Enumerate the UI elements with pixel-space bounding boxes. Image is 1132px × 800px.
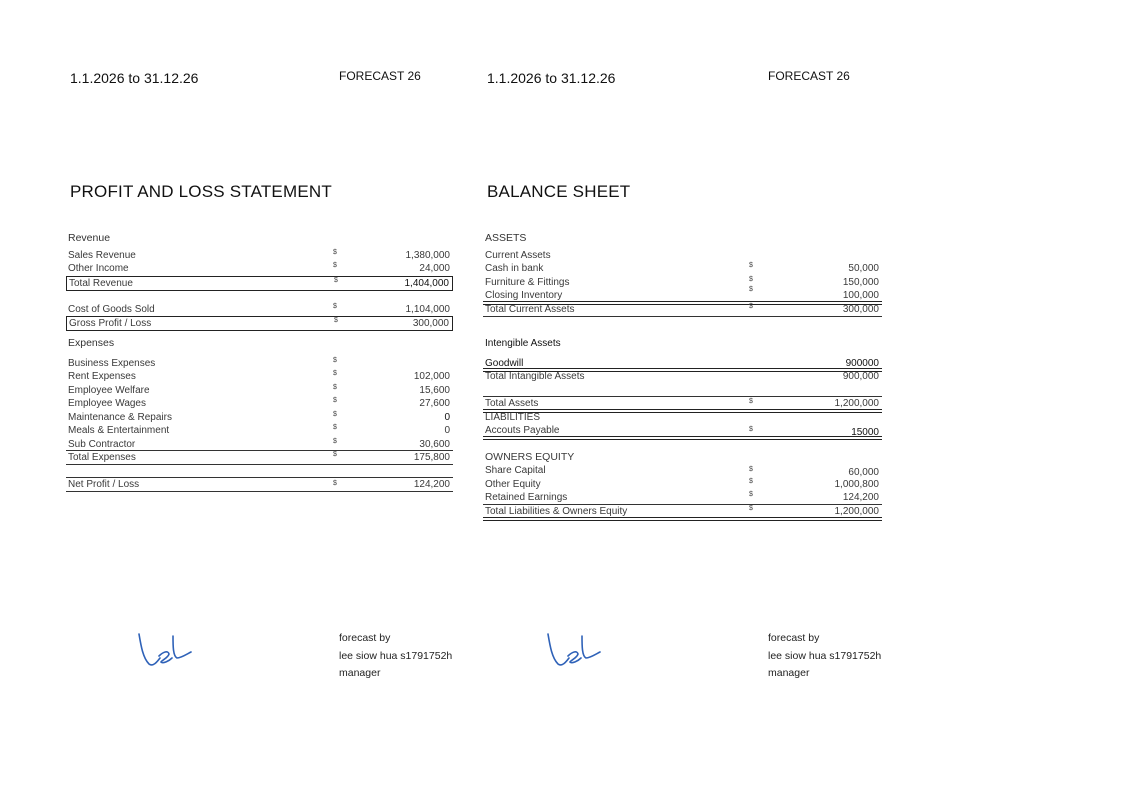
row-label: Employee Welfare [68, 385, 150, 396]
signature-right-line1: forecast by [768, 632, 820, 644]
row-label: Accouts Payable [485, 425, 560, 436]
table-row [483, 478, 882, 491]
row-value: 1,200,000 [834, 398, 879, 409]
double-rule [483, 517, 882, 521]
table-row [66, 397, 453, 410]
row-value: 1,104,000 [405, 304, 450, 315]
row-label: Closing Inventory [485, 290, 563, 301]
row-label: OWNERS EQUITY [485, 451, 575, 463]
row-label: LIABILITIES [485, 412, 541, 423]
currency-symbol: $ [334, 317, 338, 324]
total-revenue-row [66, 276, 453, 291]
row-label: Total Current Assets [485, 304, 575, 315]
currency-symbol: $ [749, 303, 753, 310]
currency-symbol: $ [333, 303, 337, 310]
currency-symbol: $ [333, 384, 337, 391]
bs-assets-heading: ASSETS [485, 232, 527, 244]
row-label: Share Capital [485, 465, 546, 476]
row-label: Other Income [68, 263, 129, 274]
divider [66, 464, 453, 465]
row-label: Total Intangible Assets [485, 371, 585, 382]
table-row [66, 357, 453, 370]
signature-left [135, 628, 197, 670]
table-row [483, 464, 882, 477]
row-value: 27,600 [419, 398, 450, 409]
table-row [66, 424, 453, 437]
row-value: 1,200,000 [834, 506, 879, 517]
table-row [483, 262, 882, 275]
currency-symbol: $ [749, 276, 753, 283]
currency-symbol: $ [333, 249, 337, 256]
table-row [66, 370, 453, 383]
row-value: 30,600 [419, 439, 450, 450]
currency-symbol: $ [334, 277, 338, 284]
row-value: 60,000 [848, 467, 879, 478]
currency-symbol: $ [333, 451, 337, 458]
row-label: Total Liabilities & Owners Equity [485, 506, 628, 517]
currency-symbol: $ [749, 262, 753, 269]
row-label: Business Expenses [68, 358, 156, 369]
row-label: Other Equity [485, 479, 541, 490]
row-value: 0 [444, 412, 450, 423]
table-row [66, 303, 453, 316]
currency-symbol: $ [333, 411, 337, 418]
row-label: Gross Profit / Loss [69, 318, 152, 329]
divider [483, 316, 882, 317]
pnl-revenue-heading: Revenue [68, 232, 111, 244]
current-assets-heading [483, 249, 882, 262]
forecast-label-right: FORECAST 26 [768, 69, 850, 83]
row-value: 1,000,800 [834, 479, 879, 490]
table-row [66, 262, 453, 275]
owners-equity-heading [483, 451, 882, 464]
row-label: Employee Wages [68, 398, 146, 409]
currency-symbol: $ [749, 286, 753, 293]
row-label: Rent Expenses [68, 371, 136, 382]
row-label: Net Profit / Loss [68, 479, 140, 490]
divider [66, 491, 453, 492]
row-value: 100,000 [842, 290, 879, 301]
currency-symbol: $ [749, 426, 753, 433]
double-rule [483, 436, 882, 440]
net-profit-row [66, 478, 453, 491]
currency-symbol: $ [333, 438, 337, 445]
table-row [483, 276, 882, 289]
currency-symbol: $ [333, 397, 337, 404]
row-value: 300,000 [842, 304, 879, 315]
pnl-expenses-heading: Expenses [68, 337, 115, 349]
currency-symbol: $ [333, 424, 337, 431]
row-label: Sales Revenue [68, 250, 136, 261]
liabilities-heading [483, 411, 882, 424]
currency-symbol: $ [333, 357, 337, 364]
row-label: Intengible Assets [485, 338, 561, 349]
row-value: 15,600 [419, 385, 450, 396]
row-value: 1,404,000 [404, 278, 449, 289]
signature-right-line3: manager [768, 667, 810, 679]
signature-left-line3: manager [339, 667, 381, 679]
currency-symbol: $ [749, 505, 753, 512]
row-value: 50,000 [848, 263, 879, 274]
row-label: Current Assets [485, 250, 551, 261]
signature-left-line1: forecast by [339, 632, 391, 644]
table-row [483, 491, 882, 504]
row-label: Retained Earnings [485, 492, 568, 503]
row-value: 1,380,000 [405, 250, 450, 261]
table-row [66, 249, 453, 262]
pnl-title: PROFIT AND LOSS STATEMENT [70, 182, 332, 201]
signature-right [544, 628, 606, 670]
row-value: 175,800 [413, 452, 450, 463]
bs-title: BALANCE SHEET [487, 182, 631, 201]
total-intangible-row [483, 370, 882, 383]
currency-symbol: $ [749, 398, 753, 405]
row-label: Cash in bank [485, 263, 544, 274]
gross-profit-row [66, 316, 453, 331]
row-value: 15000 [851, 427, 879, 438]
intangible-heading [483, 337, 882, 350]
row-value: 0 [444, 425, 450, 436]
row-value: 124,200 [842, 492, 879, 503]
table-row [66, 384, 453, 397]
forecast-label-left: FORECAST 26 [339, 69, 421, 83]
currency-symbol: $ [749, 478, 753, 485]
signature-right-line2: lee siow hua s1791752h [768, 650, 882, 662]
row-label: Maintenance & Repairs [68, 412, 172, 423]
currency-symbol: $ [749, 491, 753, 498]
row-label: Cost of Goods Sold [68, 304, 155, 315]
row-label: Total Revenue [69, 278, 133, 289]
total-current-assets-row [483, 303, 882, 316]
row-value: 150,000 [842, 277, 879, 288]
period-left: 1.1.2026 to 31.12.26 [70, 70, 199, 86]
row-value: 24,000 [419, 263, 450, 274]
row-value: 900000 [845, 358, 879, 369]
row-label: Furniture & Fittings [485, 277, 570, 288]
row-label: Total Assets [485, 398, 539, 409]
row-label: Goodwill [485, 358, 524, 369]
row-label: Total Expenses [68, 452, 136, 463]
period-right: 1.1.2026 to 31.12.26 [487, 70, 616, 86]
currency-symbol: $ [333, 370, 337, 377]
currency-symbol: $ [749, 466, 753, 473]
total-expenses-row [66, 451, 453, 464]
table-row [66, 411, 453, 424]
row-label: Sub Contractor [68, 439, 136, 450]
row-value: 900,000 [842, 371, 879, 382]
currency-symbol: $ [333, 480, 337, 487]
signature-left-line2: lee siow hua s1791752h [339, 650, 453, 662]
currency-symbol: $ [333, 262, 337, 269]
row-value: 124,200 [413, 479, 450, 490]
row-value: 102,000 [413, 371, 450, 382]
row-label: Meals & Entertainment [68, 425, 170, 436]
row-value: 300,000 [412, 318, 449, 329]
